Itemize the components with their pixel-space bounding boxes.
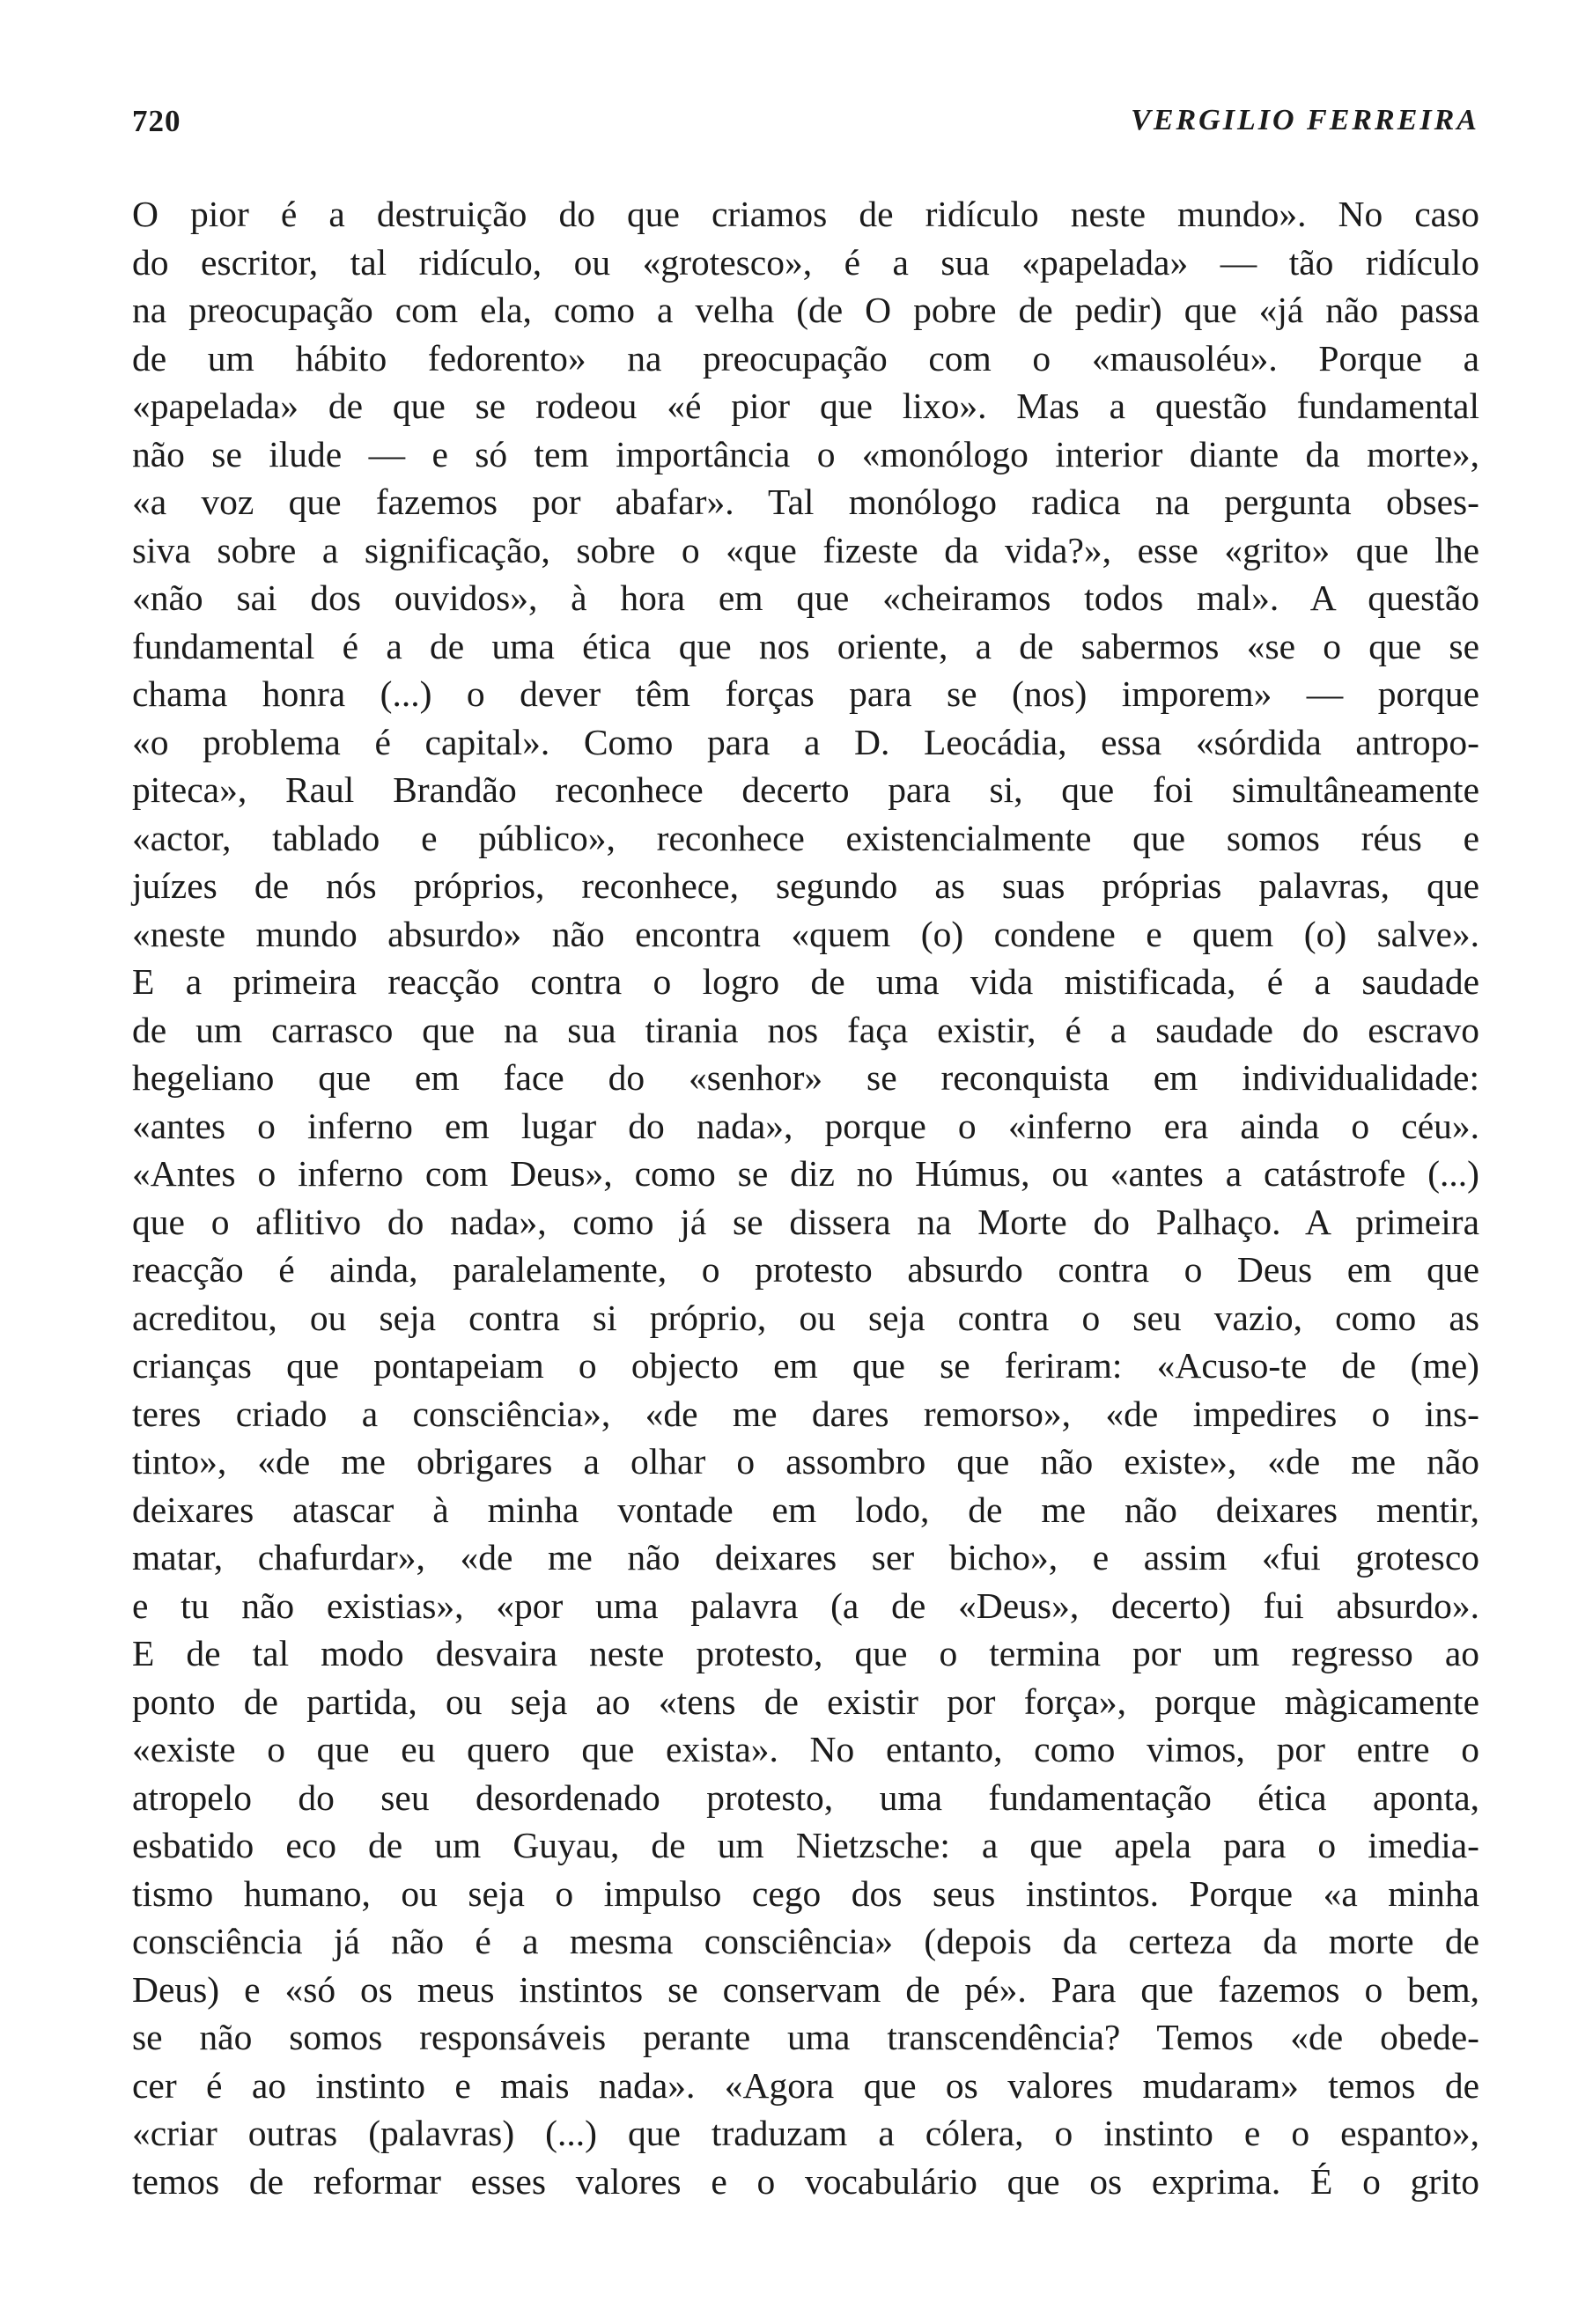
text-line: «criar outras (palavras) (...) que traduzam a cólera, o instinto e o espanto»,	[132, 2113, 1479, 2153]
text-line: tismo humano, ou seja o impulso cego dos seus instintos. Porque «a minha	[132, 1872, 1479, 1914]
text-line: deixares atascar à minha vontade em lodo, de me não deixares mentir,	[132, 1489, 1479, 1530]
text-line: se não somos responsáveis perante uma transcendência? Temos «de obede-	[132, 2017, 1479, 2057]
text-line: E a primeira reacção contra o logro de uma vida mistificada, é a saudade	[132, 961, 1479, 1002]
text-line: «não sai dos ouvidos», à hora em que «cheiramos todos mal». A questão	[132, 577, 1479, 618]
text-line: E de tal modo desvaira neste protesto, que o termina por um regresso ao	[132, 1633, 1479, 1673]
text-line: «actor, tablado e público», reconhece existencialmente que somos réus e	[132, 817, 1479, 858]
text-line: chama honra (...) o dever têm forças para se (nos) imporem» — porque	[132, 673, 1479, 714]
text-line: siva sobre a significação, sobre o «que fizeste da vida?», esse «grito» que lhe	[132, 529, 1479, 570]
text-line: de um carrasco que na sua tirania nos faça existir, é a saudade do escravo	[132, 1009, 1479, 1050]
text-line: cer é ao instinto e mais nada». «Agora que os valores mudaram» temos de	[132, 2064, 1479, 2106]
text-line: «neste mundo absurdo» não encontra «quem (o) condene e quem (o) salve».	[132, 913, 1479, 954]
text-line: não se ilude — e só tem importância o «monólogo interior diante da morte»,	[132, 433, 1479, 474]
text-line: juízes de nós próprios, reconhece, segundo as suas próprias palavras, que	[132, 865, 1479, 906]
text-line: matar, chafurdar», «de me não deixares ser bicho», e assim «fui grotesco	[132, 1537, 1479, 1578]
text-line: «Antes o inferno com Deus», como se diz no Húmus, ou «antes a catástrofe (...)	[132, 1153, 1479, 1194]
text-line: piteca», Raul Brandão reconhece decerto para si, que foi simultâneamente	[132, 769, 1479, 810]
text-line: esbatido eco de um Guyau, de um Nietzsche: a que apela para o imedia-	[132, 1825, 1479, 1865]
text-line: «existe o que eu quero que exista». No entanto, como vimos, por entre o	[132, 1729, 1479, 1769]
text-line: «a voz que fazemos por abafar». Tal monólogo radica na pergunta obses-	[132, 482, 1479, 522]
text-line: Deus) e «só os meus instintos se conservam de pé». Para que fazemos o bem,	[132, 1968, 1479, 2010]
text-line: «o problema é capital». Como para a D. Leocádia, essa «sórdida antropo-	[132, 721, 1479, 762]
text-line: tinto», «de me obrigares a olhar o assombro que não existe», «de me não	[132, 1441, 1479, 1482]
text-line: de um hábito fedorento» na preocupação com o «mausoléu». Porque a	[132, 337, 1479, 379]
text-line: atropelo do seu desordenado protesto, uma fundamentação ética aponta,	[132, 1776, 1479, 1818]
text-line: crianças que pontapeiam o objecto em que se feriram: «Acuso-te de (me)	[132, 1345, 1479, 1386]
page-number: 720	[132, 104, 181, 138]
text-line: O pior é a destruição do que criamos de ridículo neste mundo». No caso	[132, 194, 1479, 234]
text-line: ponto de partida, ou seja ao «tens de existir por força», porque màgicamente	[132, 1680, 1479, 1722]
text-line: «antes o inferno em lugar do nada», porque o «inferno era ainda o céu».	[132, 1105, 1479, 1146]
text-line: acreditou, ou seja contra si próprio, ou seja contra o seu vazio, como as	[132, 1297, 1479, 1338]
text-line: hegeliano que em face do «senhor» se reconquista em individualidade:	[132, 1057, 1479, 1098]
text-line: «papelada» de que se rodeou «é pior que lixo». Mas a questão fundamental	[132, 386, 1479, 426]
text-line: temos de reformar esses valores e o vocabulário que os exprima. É o grito	[132, 2160, 1479, 2202]
text-line: que o aflitivo do nada», como já se dissera na Morte do Palhaço. A primeira	[132, 1201, 1479, 1242]
body-text	[132, 190, 1479, 2205]
text-line: consciência já não é a mesma consciência» (depois da certeza da morte de	[132, 1921, 1479, 1961]
text-line: reacção é ainda, paralelamente, o protesto absurdo contra o Deus em que	[132, 1249, 1479, 1290]
text-line: na preocupação com ela, como a velha (de O pobre de pedir) que «já não passa	[132, 290, 1479, 330]
page-header	[132, 104, 1479, 148]
text-line: do escritor, tal ridículo, ou «grotesco», é a sua «papelada» — tão ridículo	[132, 241, 1479, 283]
text-line: e tu não existias», «por uma palavra (a de «Deus», decerto) fui absurdo».	[132, 1585, 1479, 1626]
text-line: fundamental é a de uma ética que nos oriente, a de sabermos «se o que se	[132, 625, 1479, 666]
text-line: teres criado a consciência», «de me dares remorso», «de impedires o ins-	[132, 1393, 1479, 1434]
running-head: VERGILIO FERREIRA	[1131, 104, 1479, 136]
